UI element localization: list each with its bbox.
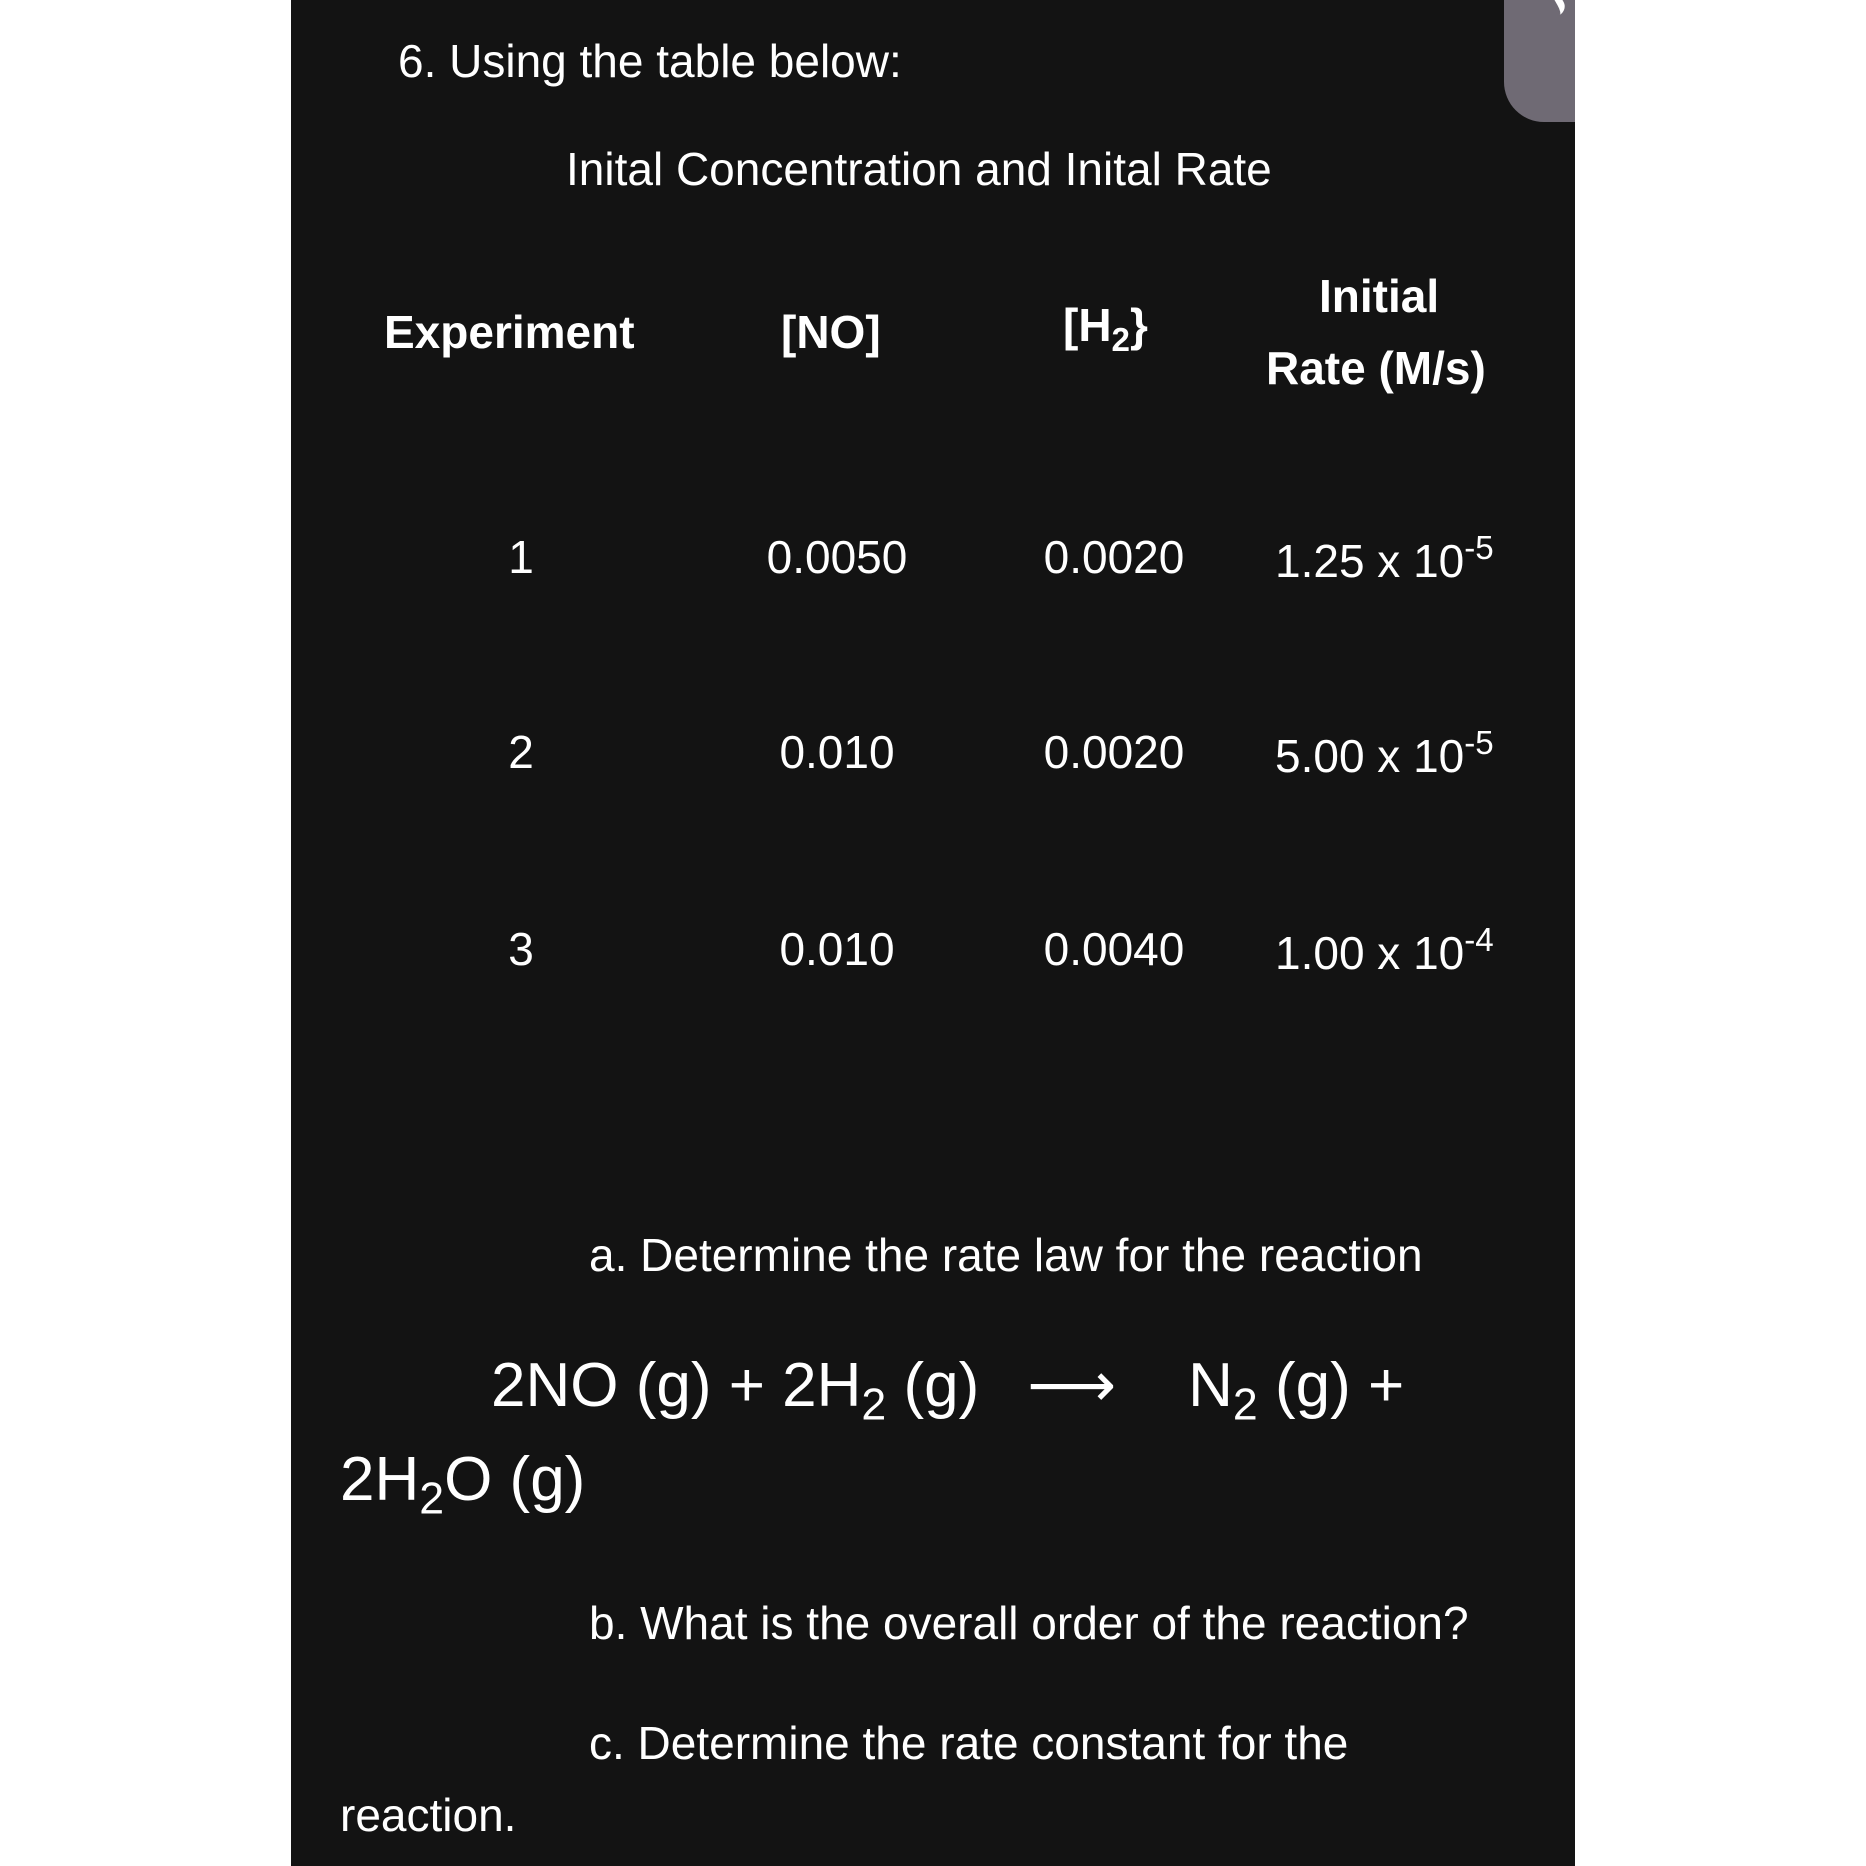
eq-lhs-1: 2NO (g) + 2H	[491, 1351, 862, 1420]
row2-h2: 0.0020	[1043, 726, 1185, 778]
row3-rate-exponent: -4	[1464, 922, 1494, 959]
eq-lhs-2: (g)	[886, 1351, 980, 1420]
header-no: [NO]	[781, 306, 881, 358]
row3-rate-base: 1.00 x 10	[1275, 927, 1465, 980]
header-h2-open: [H	[1063, 299, 1112, 351]
equation-line1	[491, 1348, 1404, 1430]
part-b-text: b. What is the overall order of the reaction?	[589, 1597, 1469, 1649]
row1-no: 0.0050	[766, 531, 908, 583]
row2-no: 0.010	[779, 726, 895, 778]
row1-h2: 0.0020	[1043, 531, 1185, 583]
tab-handle-icon	[1541, 0, 1569, 19]
header-h2-close: }	[1129, 299, 1148, 351]
question-title: 6. Using the table below:	[398, 35, 902, 87]
header-experiment: Experiment	[384, 306, 635, 358]
row2-rate-exponent: -5	[1464, 725, 1494, 762]
header-rate-line2: Rate (M/s)	[1266, 342, 1486, 394]
eq-line2-subscript: 2	[419, 1474, 445, 1524]
header-rate-line1: Initial	[1319, 270, 1440, 322]
eq-line2-2: O (g)	[444, 1445, 586, 1514]
part-a-text: a. Determine the rate law for the reaction	[589, 1229, 1423, 1281]
row1-rate	[1275, 530, 1494, 588]
reaction-arrow-icon: ⟶	[1027, 1351, 1117, 1420]
part-c-continued: reaction.	[340, 1789, 517, 1841]
row3-h2: 0.0040	[1043, 923, 1185, 975]
equation-line2	[340, 1444, 585, 1524]
eq-rhs-2: (g) +	[1257, 1351, 1405, 1420]
table-title: Inital Concentration and Inital Rate	[566, 143, 1272, 195]
header-h2-subscript: 2	[1111, 321, 1130, 359]
eq-line2-1: 2H	[340, 1445, 420, 1514]
row3-experiment: 3	[508, 923, 534, 975]
eq-rhs-subscript: 2	[1232, 1380, 1258, 1430]
header-h2	[1063, 298, 1148, 360]
row1-rate-base: 1.25 x 10	[1275, 535, 1465, 588]
row2-rate-base: 5.00 x 10	[1275, 730, 1465, 783]
scroll-tab[interactable]	[1504, 0, 1575, 122]
row2-experiment: 2	[508, 726, 534, 778]
part-c-text: c. Determine the rate constant for the	[589, 1717, 1349, 1769]
content-panel	[291, 0, 1575, 1866]
eq-rhs-1: N	[1188, 1351, 1233, 1420]
row1-rate-exponent: -5	[1464, 530, 1494, 567]
eq-lhs-subscript: 2	[861, 1380, 887, 1430]
row3-no: 0.010	[779, 923, 895, 975]
row2-rate	[1275, 725, 1494, 783]
row3-rate	[1275, 922, 1494, 980]
row1-experiment: 1	[508, 531, 534, 583]
